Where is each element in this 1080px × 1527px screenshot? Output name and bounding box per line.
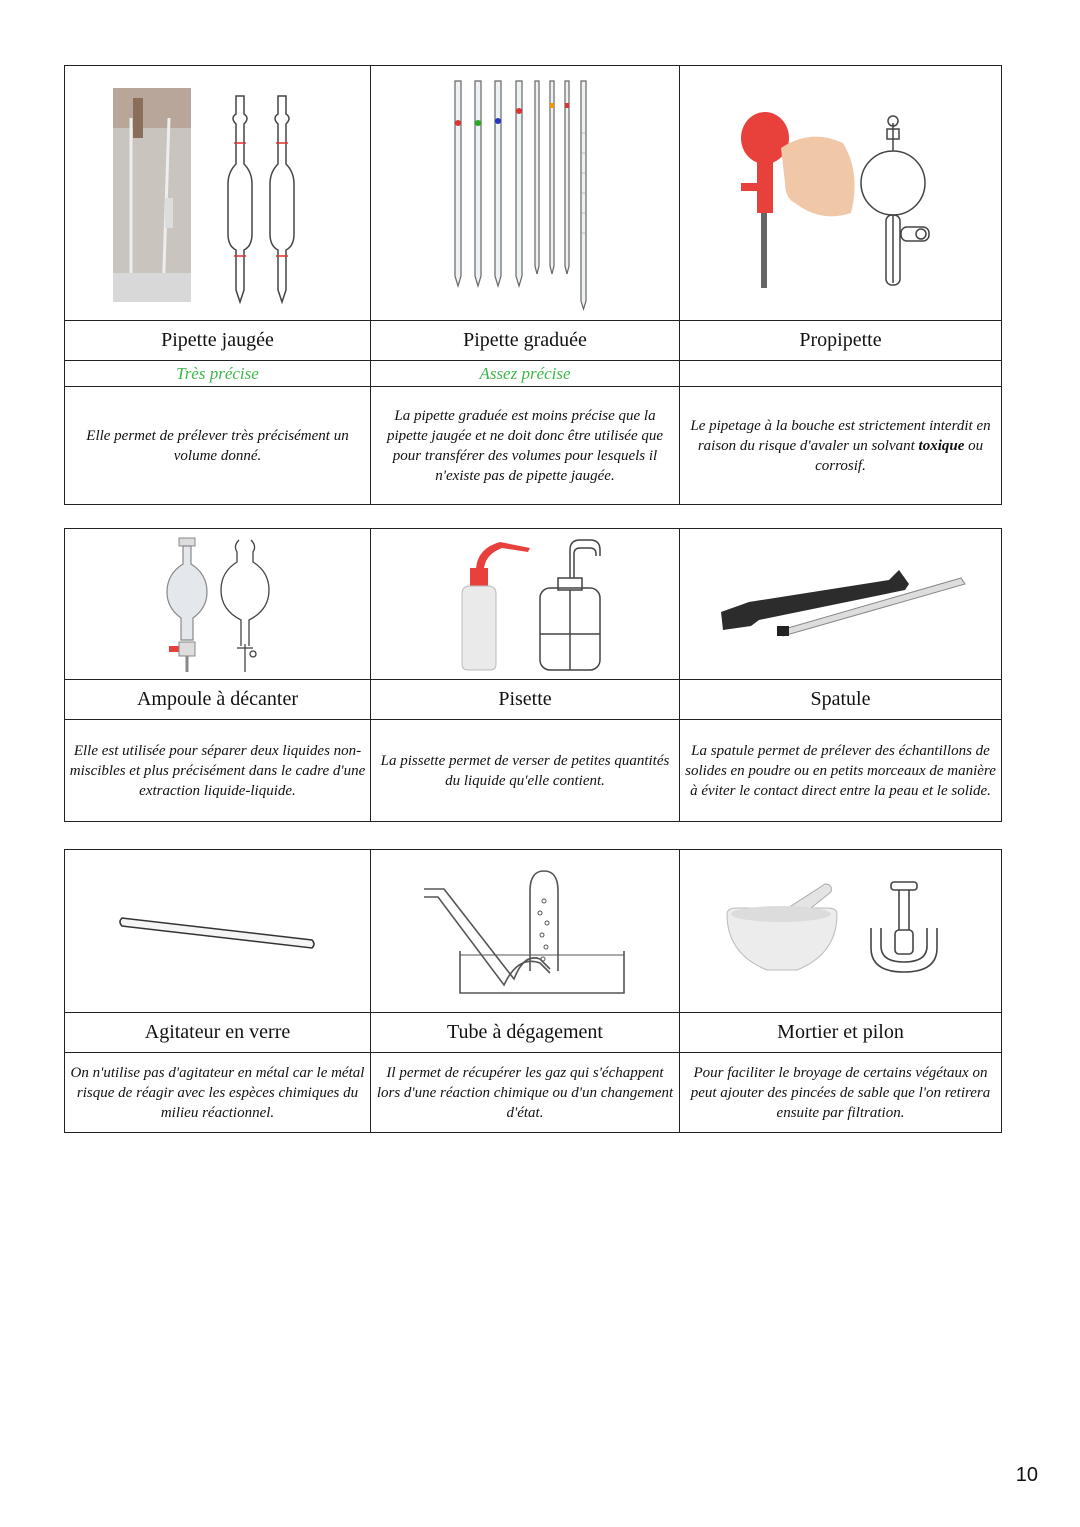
item-name: Mortier et pilon [680, 1013, 1002, 1053]
item-description: La spatule permet de prélever des échantillons de solides en poudre ou en petits morceaux de manière à éviter le contact direct entre la peau et le solide. [680, 720, 1002, 822]
glass-rod-icon [118, 906, 318, 956]
precision-label: Assez précise [371, 361, 680, 387]
item-name: Ampoule à décanter [65, 680, 371, 720]
page-number: 10 [1015, 1464, 1038, 1486]
spatule-image [680, 529, 1002, 680]
mortar-pestle-icon [721, 876, 961, 986]
pipette-graduee-image [371, 66, 680, 321]
agitateur-image [65, 850, 371, 1013]
item-name: Spatule [680, 680, 1002, 720]
propipette-image [680, 66, 1002, 321]
precision-label [680, 361, 1002, 387]
separatory-funnel-icon [153, 534, 283, 674]
description-bold: toxique [918, 437, 965, 454]
volumetric-pipette-icon [103, 78, 333, 308]
tube-degagement-image [371, 850, 680, 1013]
equipment-table-2 [64, 528, 1002, 822]
ampoule-image [65, 529, 371, 680]
pisette-image [371, 529, 680, 680]
item-description [680, 387, 1002, 505]
pipette-bulb-icon [721, 93, 961, 293]
item-name: Pipette graduée [371, 321, 680, 361]
gas-delivery-tube-icon [420, 861, 630, 1001]
description-text: Le pipetage à la bouche est strictement interdit en raison du risque d'avaler un solvant [690, 417, 991, 454]
precision-label: Très précise [65, 361, 371, 387]
item-description: Pour faciliter le broyage de certains végétaux on peut ajouter des pincées de sable que l'on retirera ensuite par filtration. [680, 1053, 1002, 1133]
item-name: Pisette [371, 680, 680, 720]
wash-bottle-icon [440, 534, 610, 674]
item-description: On n'utilise pas d'agitateur en métal car le métal risque de réagir avec les espèces chimiques du milieu réactionnel. [65, 1053, 371, 1133]
item-description: La pissette permet de verser de petites quantités du liquide qu'elle contient. [371, 720, 680, 822]
mortier-image [680, 850, 1002, 1013]
equipment-table-3 [64, 849, 1002, 1133]
equipment-table-1 [64, 65, 1002, 505]
item-name: Tube à dégagement [371, 1013, 680, 1053]
pipette-jaugee-image [65, 66, 371, 321]
description-text: ou corrosif. [815, 437, 984, 474]
item-description: Elle est utilisée pour séparer deux liquides non-miscibles et plus précisément dans le cadre d'une extraction liquide-liquide. [65, 720, 371, 822]
spatula-icon [711, 564, 971, 644]
item-description: Il permet de récupérer les gaz qui s'échappent lors d'une réaction chimique ou d'un changement d'état. [371, 1053, 680, 1133]
item-name: Pipette jaugée [65, 321, 371, 361]
item-description: Elle permet de prélever très précisément un volume donné. [65, 387, 371, 505]
item-description: La pipette graduée est moins précise que la pipette jaugée et ne doit donc être utilisée que pour transférer des volumes pour lesquels il n'existe pas de pipette jaugée. [371, 387, 680, 505]
item-name: Propipette [680, 321, 1002, 361]
item-name: Agitateur en verre [65, 1013, 371, 1053]
graduated-pipette-icon [445, 73, 605, 313]
